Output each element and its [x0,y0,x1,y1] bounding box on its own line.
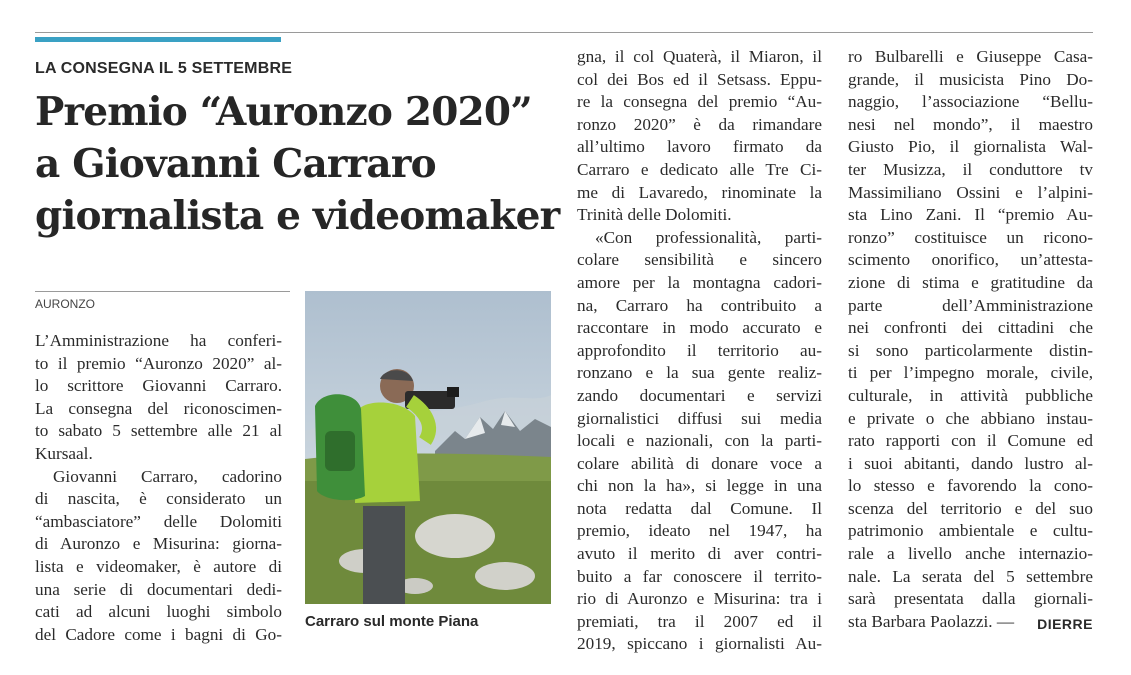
text-line: re la consegna del premio “Au- [577,92,822,112]
section-label: AURONZO [35,297,95,311]
text-line: approfondito il territorio au- [577,340,822,360]
text-line: lo stesso e favorendo la cono- [848,476,1093,496]
text-line: scimento onorifico, un’attesta- [848,250,1093,270]
text-line: Giovanni Carraro, cadorino [53,466,282,486]
text-line: naggio, l’associazione “Bellu- [848,92,1093,112]
author-signature: DIERRE [1037,616,1093,632]
text-line: chi non la ha», si legge in una [577,476,822,496]
headline-line: a Giovanni Carraro [35,141,436,187]
text-line: nesi nel mondo”, il maestro [848,114,1093,134]
text-line: avuto il merito di aver contri- [577,544,822,564]
text-line: buito a far conoscere il territo- [577,566,822,586]
text-line: na, Carraro ha contribuito a [577,295,822,315]
headline-line: giornalista e videomaker [35,193,560,239]
text-line: nei confronti dei cittadini che [848,318,1093,338]
text-line: ronzano e la sua gente realiz- [577,363,822,383]
text-line: La consegna del riconoscimen- [35,398,282,418]
text-line: «Con professionalità, parti- [595,227,822,247]
text-line: lo scrittore Giovanni Carraro. [35,376,282,396]
text-line: L’Amministrazione ha conferi- [35,331,282,350]
text-line: premio, ideato nel 1947, ha [577,521,822,541]
text-line: sarà presentata dalla giornali- [848,589,1093,609]
text-line: sta Lino Zani. Il “premio Au- [848,205,1093,225]
text-line: di Auronzo e Misurina: giorna- [35,534,282,554]
text-line: rato rapporti con il Comune ed [848,431,1093,451]
text-line: raccontare in modo accurato e [577,318,822,338]
text-line: Carraro e dedicato alle Tre Ci- [577,159,822,179]
text-line: locali e nazionali, con la parti- [577,431,822,451]
text-line: ronzo 2020” è da rimandare [577,114,822,134]
text-line: zando documentari e servizi [577,385,822,405]
article-photo [305,291,551,604]
text-line: giornalistici diffusi sui media [577,408,822,428]
text-line: e private o che abbiano instau- [848,408,1093,428]
headline [35,86,560,242]
photo-illustration [305,291,551,604]
text-line: ronzo” costituisce un ricono- [848,227,1093,247]
text-line: Trinità delle Dolomiti. [577,205,732,225]
text-line: parte dell’Amministrazione [848,295,1093,315]
body-column-2 [577,46,822,656]
text-line: 2019, spiccano i giornalisti Au- [577,634,822,654]
text-line: nota redatta dal Comune. Il [577,498,822,518]
kicker: LA CONSEGNA IL 5 SETTEMBRE [35,60,293,77]
text-line: di nascita, è considerato un [35,489,282,509]
text-line: to il premio “Auronzo 2020” al- [35,353,282,373]
body-column-3 [848,46,1093,633]
text-line: gna, il col Quaterà, il Miaron, il [577,47,822,66]
text-line: all’ultimo lavoro firmato da [577,137,822,157]
body-column-1 [35,330,282,646]
text-line: to sabato 5 settembre alle 21 al [35,421,282,441]
text-line: rale a livello anche internazio- [848,544,1093,564]
text-line: Kursaal. [35,443,93,463]
text-line: lista e videomaker, è autore di [35,556,282,576]
text-line: culturale, in attività pubbliche [848,385,1093,405]
text-line: premiati, tra il 2007 ed il [577,611,822,631]
text-line: ro Bulbarelli e Giuseppe Casa- [848,47,1093,66]
text-line: grande, il musicista Pino Do- [848,69,1093,89]
text-line: i suoi abitanti, dando lustro al- [848,453,1093,473]
text-line: cati ad alcuni luoghi simbolo [35,602,282,622]
text-line: colare abilità di donare voce a [577,453,822,473]
text-line: patrimonio ambientale e cultu- [848,521,1093,541]
text-line: amore per la montagna cadori- [577,272,822,292]
text-line: col dei Bos ed il Setsass. Eppu- [577,69,822,89]
photo-caption: Carraro sul monte Piana [305,613,479,630]
text-line: scenza del territorio e del suo [848,498,1093,518]
text-line: rio di Auronzo e Misurina: tra i [577,589,822,609]
text-line: zione di stima e gratitudine da [848,272,1093,292]
text-line: Giusto Pio, il giornalista Wal- [848,137,1093,157]
top-rule [35,32,1093,33]
text-line: “ambasciatore” delle Dolomiti [35,511,282,531]
text-line: ti per l’impegno morale, civile, [848,363,1093,383]
headline-line: Premio “Auronzo 2020” [35,89,532,135]
accent-bar [35,37,281,42]
text-line: me di Lavaredo, rinominate la [577,182,822,202]
text-line: Massimiliano Ossini e l’alpini- [848,182,1093,202]
text-line: nale. La serata del 5 settembre [848,566,1093,586]
text-line: si sono particolarmente distin- [848,340,1093,360]
text-line: sta Barbara Paolazzi. — [848,611,1015,631]
section-rule [35,291,290,292]
text-line: del Cadore come i bagni di Go- [35,624,282,644]
text-line: ter Musizza, il conduttore tv [848,159,1093,179]
text-line: colare sensibilità e sincero [577,250,822,270]
text-line: una serie di documentari dedi- [35,579,282,599]
